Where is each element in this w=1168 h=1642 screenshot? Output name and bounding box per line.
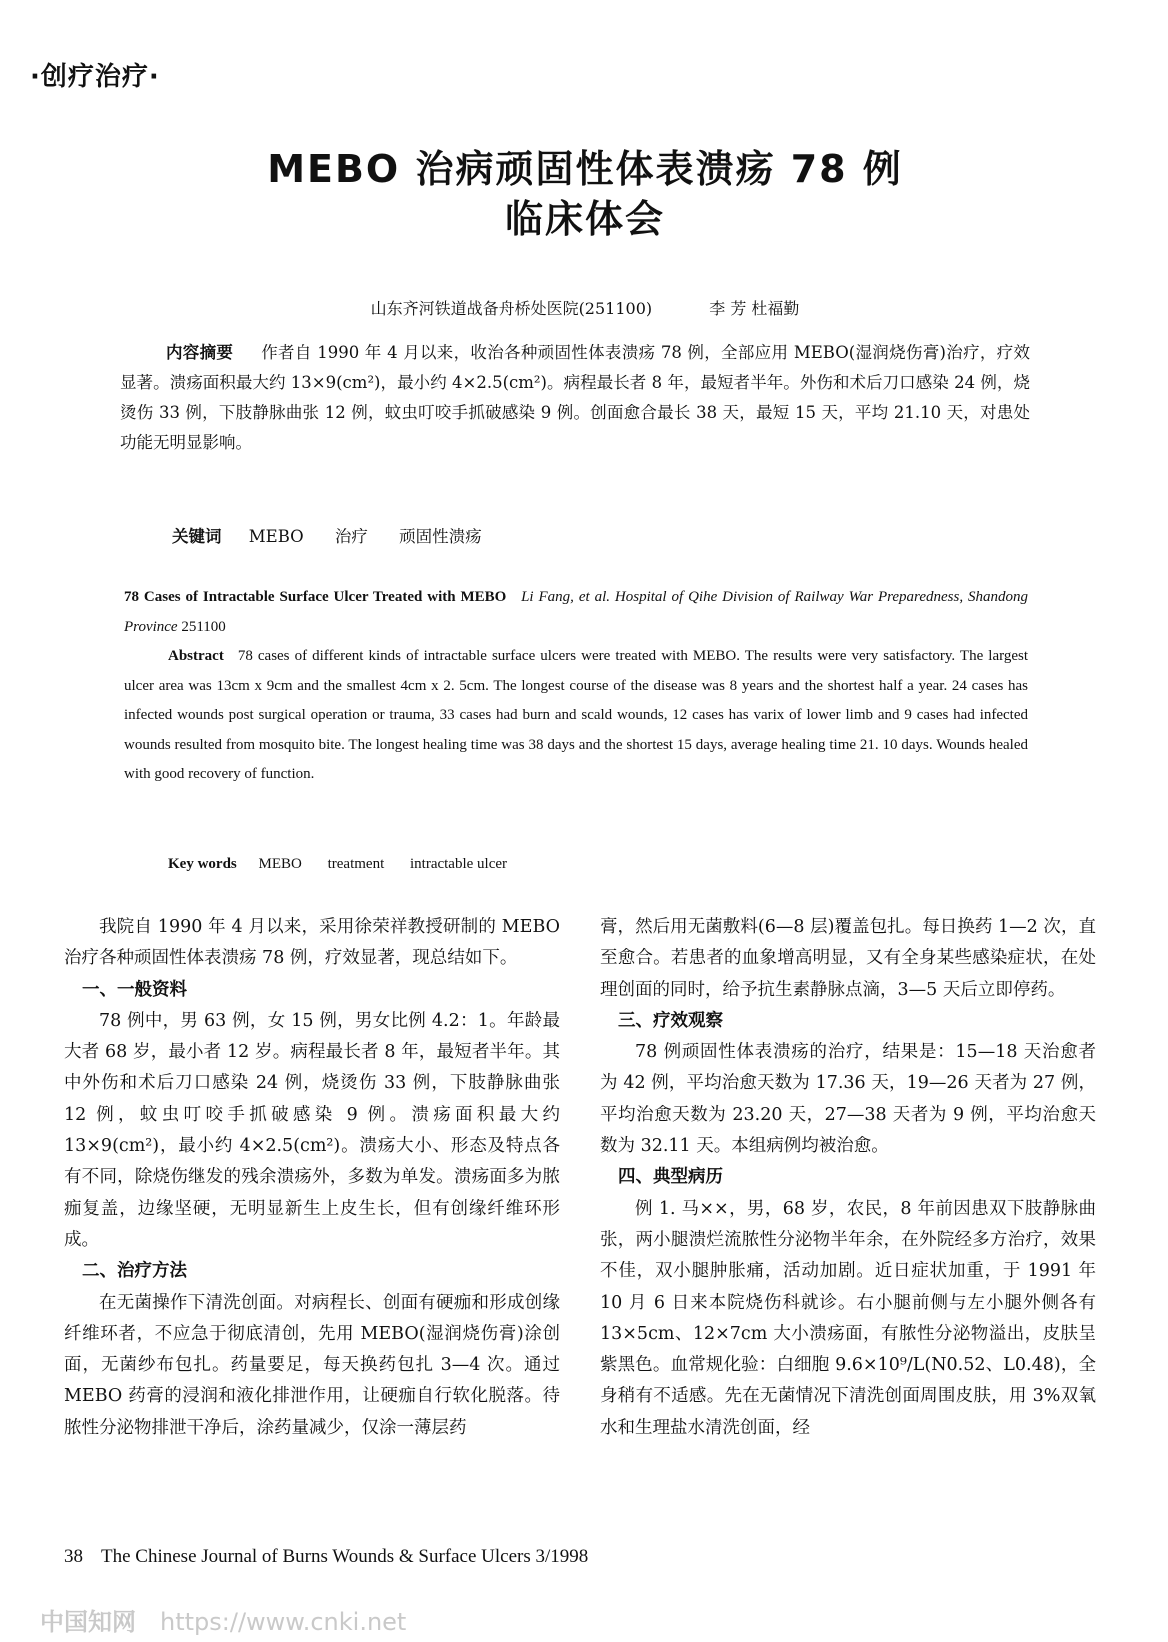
watermark-brand: 中国知网 [40, 1608, 136, 1636]
page-number: 38 [64, 1546, 83, 1567]
english-title-postcode: 251100 [181, 618, 226, 635]
authors: 李 芳 杜福勤 [709, 299, 800, 318]
chinese-abstract-label: 内容摘要 [166, 343, 234, 362]
english-abstract [124, 642, 1028, 790]
english-keywords [168, 856, 529, 873]
section-heading-results: 三、疗效观察 [618, 1010, 723, 1031]
chinese-keyword: MEBO [248, 527, 304, 546]
article-title-line1: MEBO 治病顽固性体表溃疡 78 例 [267, 147, 903, 191]
cnki-watermark [40, 1602, 406, 1637]
english-title [124, 583, 1028, 642]
watermark-url: https://www.cnki.net [160, 1608, 407, 1636]
english-keyword: treatment [327, 856, 385, 872]
body-column-left [64, 912, 560, 1444]
chinese-keywords-label: 关键词 [172, 527, 222, 546]
intro-paragraph: 我院自 1990 年 4 月以来，采用徐荣祥教授研制的 MEBO 治疗各种顽固性体表溃疡 78 例，疗效显著，现总结如下。 [64, 917, 560, 969]
section-text-cases: 例 1. 马××，男，68 岁，农民，8 年前因患双下肢静脉曲张，两小腿溃烂流脓性分泌物半年余，在外院经多方治疗，效果不佳，双小腿肿胀痛，活动加剧。近日症状加重，于 1991 年 10 月 6 日来本院烧伤科就诊。右小腿前侧与左小腿外侧各有 13×5cm、12×7cm 大小溃疡面，有脓性分泌物溢出，皮肤呈紫黑色。血常规化验：白细胞 9.6×10⁹/L(N0.52、L0.48)，全身稍有不适感。先在无菌情况下清洗创面周围皮肤，用 3%双氧水和生理盐水清洗创面，经 [600, 1198, 1096, 1438]
journal-name: The Chinese Journal of Burns Wounds & Surface Ulcers 3/1998 [101, 1546, 589, 1567]
section-heading-general: 一、一般资料 [82, 979, 187, 1000]
english-abstract-text: 78 cases of different kinds of intractable surface ulcers were treated with MEBO. The results were very satisfactory. The largest ulcer area was 13cm x 9cm and the smallest 4cm x 2. 5cm. The longest course of the disease was 8 years and the shortest half a year. 24 cases has infected wounds post surgical operation or trauma, 33 cases had burn and scald wounds, 12 cases has varix of lower limb and 9 cases had infected wounds resulted from mosquito bite. The longest healing time was 38 days and the shortest 15 days, average healing time 21. 10 days. Wounds healed with good recovery of function. [124, 648, 1028, 782]
section-heading-method: 二、治疗方法 [82, 1261, 187, 1282]
chinese-keyword: 顽固性溃疡 [399, 527, 482, 546]
section-heading-cases: 四、典型病历 [618, 1167, 723, 1188]
english-title-main: 78 Cases of Intractable Surface Ulcer Treated with MEBO [124, 589, 507, 605]
section-text-results: 78 例顽固性体表溃疡的治疗，结果是：15—18 天治愈者为 42 例，平均治愈天数为 17.36 天，19—26 天者为 27 例，平均治愈天数为 23.20 天，27—38 天者为 9 例，平均治愈天数为 32.11 天。本组病例均被治愈。 [600, 1042, 1096, 1157]
chinese-abstract [120, 338, 1030, 458]
english-keyword: intractable ulcer [409, 856, 508, 872]
section-text-method: 在无菌操作下清洗创面。对病程长、创面有硬痂和形成创缘纤维环者，不应急于彻底清创，先用 MEBO(湿润烧伤膏)涂创面，无菌纱布包扎。药量要足，每天换药包扎 3—4 次。通过 MEBO 药膏的浸润和液化排泄作用，让硬痂自行软化脱落。待脓性分泌物排泄干净后，涂药量减少，仅涂一薄层药 [64, 1292, 560, 1438]
body-column-right [600, 912, 1096, 1444]
english-keyword: MEBO [258, 856, 302, 872]
article-title-line2: 临床体会 [504, 197, 665, 241]
section-tag: ·创疗治疗· [30, 62, 160, 92]
chinese-abstract-text: 作者自 1990 年 4 月以来，收治各种顽固性体表溃疡 78 例，全部应用 MEBO(湿润烧伤膏)治疗，疗效显著。溃疡面积最大约 13×9(cm²)，最小约 4×2.5(cm²)。病程最长者 8 年，最短者半年。外伤和术后刀口感染 24 例，烧烫伤 33 例，下肢静脉曲张 12 例，蚊虫叮咬手抓破感染 9 例。创面愈合最长 38 天，最短 15 天，平均 21.10 天，对患处功能无明显影响。 [120, 343, 1031, 452]
chinese-keywords [172, 523, 508, 547]
english-title-authors: Li Fang, et al. Hospital of Qihe Division of Railway War Preparedness, Shandong Province [124, 589, 1028, 635]
page-footer [64, 1546, 588, 1568]
section-text-method-continued: 膏，然后用无菌敷料(6—8 层)覆盖包扎。每日换药 1—2 次，直至愈合。若患者的血象增高明显，又有全身某些感染症状，在处理创面的同时，给予抗生素静脉点滴，3—5 天后立即停药。 [600, 917, 1096, 1000]
english-keywords-label: Key words [168, 856, 237, 872]
english-abstract-label: Abstract [168, 648, 224, 664]
byline [100, 296, 1070, 319]
section-text-general: 78 例中，男 63 例，女 15 例，男女比例 4.2：1。年龄最大者 68 岁，最小者 12 岁。病程最长者 8 年，最短者半年。其中外伤和术后刀口感染 24 例，烧烫伤 33 例，下肢静脉曲张 12 例，蚊虫叮咬手抓破感染 9 例。溃疡面积最大约 13×9(cm²)，最小约 4×2.5(cm²)。溃疡大小、形态及特点各有不同，除烧伤继发的残余溃疡外，多数为单发。溃疡面多为脓痂复盖，边缘坚硬，无明显新生上皮生长，但有创缘纤维环形成。 [64, 1010, 560, 1250]
chinese-keyword: 治疗 [334, 527, 368, 546]
affiliation: 山东齐河铁道战备舟桥处医院(251100) [370, 299, 653, 318]
